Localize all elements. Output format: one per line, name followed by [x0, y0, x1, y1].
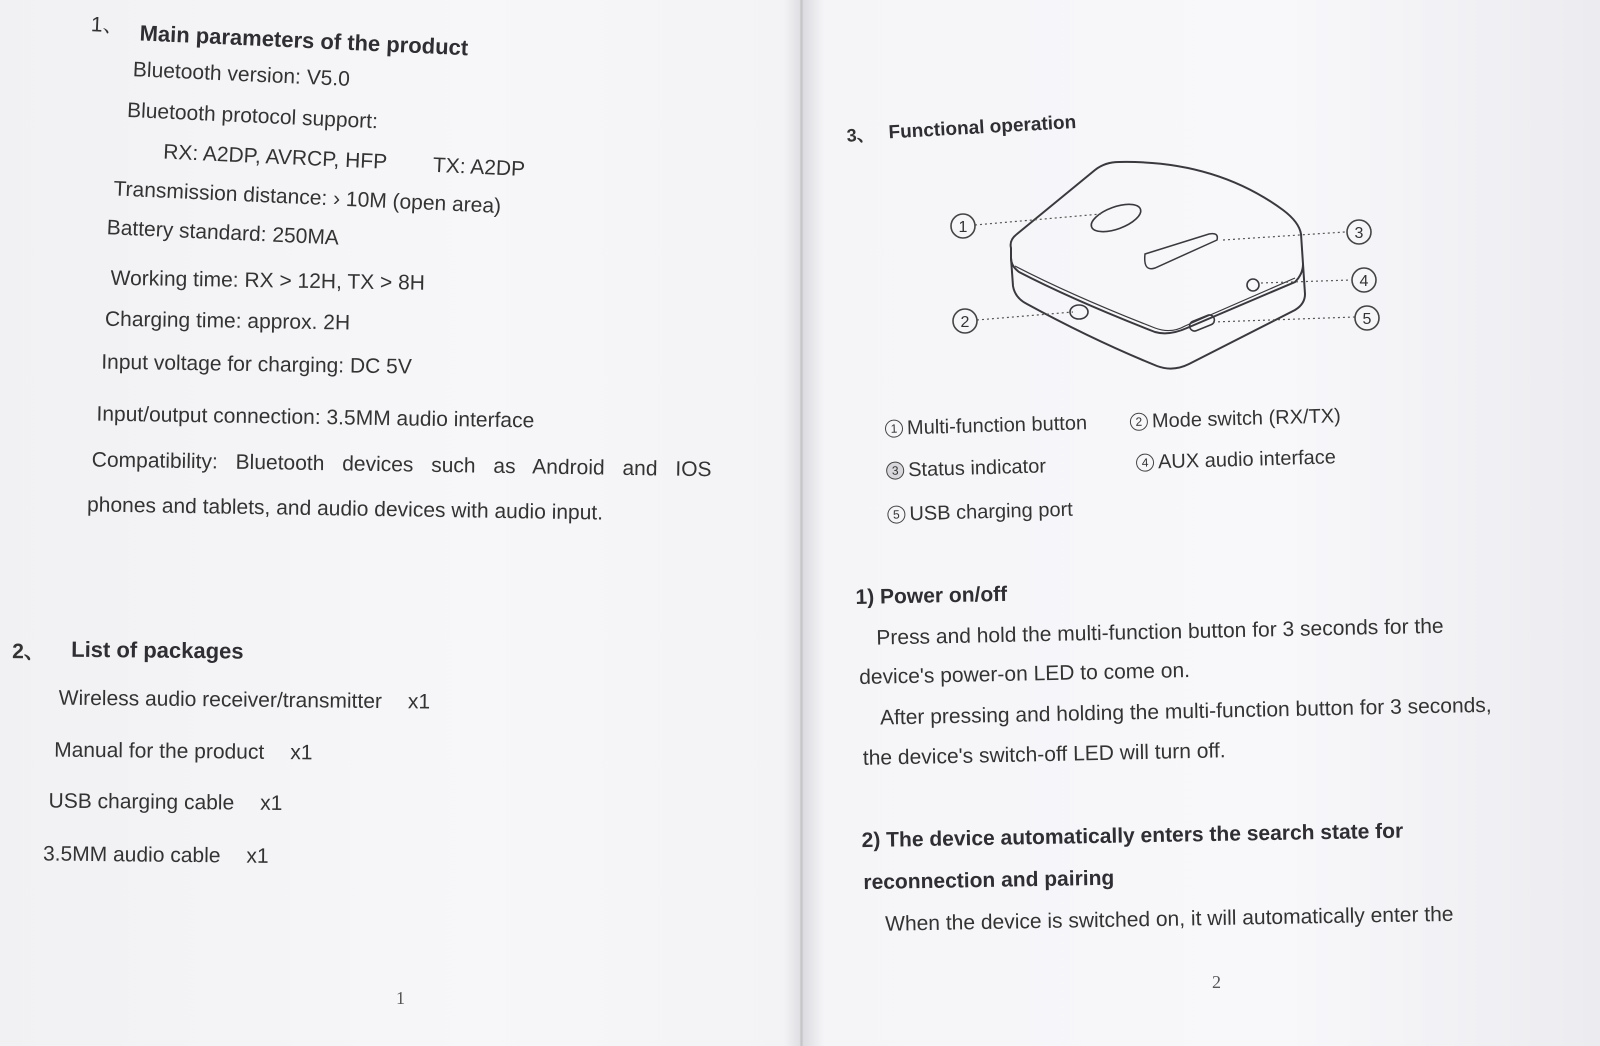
param-line: Bluetooth protocol support: [126, 98, 379, 134]
package-item-name: 3.5MM audio cable [42, 842, 221, 868]
callout-1-label: 1 [958, 219, 968, 236]
param-line: Compatibility: Bluetooth devices such as Android and IOS [91, 448, 712, 482]
page-number-left: 1 [396, 988, 405, 1008]
search-title-line1: 2) The device automatically enters the search state for [861, 819, 1404, 853]
param-line: Charging time: approx. 2H [104, 307, 351, 335]
param-line: TX: A2DP [432, 153, 526, 181]
search-section [803, 0, 1600, 1046]
right-page [803, 0, 1600, 1046]
legend-label-1: Multi-function button [906, 412, 1088, 440]
package-item-qty: x1 [246, 844, 269, 868]
callout-2-label: 2 [960, 314, 970, 331]
param-line: Bluetooth version: V5.0 [132, 58, 351, 91]
package-item-qty: x1 [260, 791, 283, 816]
section3-number: 3、 [846, 124, 876, 146]
package-item [43, 842, 269, 868]
body-line: device's power-on LED to come on. [858, 659, 1191, 689]
param-line: phones and tablets, and audio devices with audio input. [86, 493, 604, 525]
page-number-right: 2 [1212, 972, 1221, 992]
param-line: Input voltage for charging: DC 5V [101, 350, 412, 379]
callout-4-label: 4 [1359, 273, 1369, 290]
legend-number-4: 4 [1136, 453, 1154, 471]
package-item-qty: x1 [290, 741, 313, 765]
package-item [54, 739, 313, 766]
legend-number-5: 5 [887, 505, 905, 523]
body-line: the device's switch-off LED will turn off. [862, 739, 1226, 770]
callout-5-label: 5 [1362, 311, 1372, 328]
section1-number: 1、 [90, 13, 125, 38]
package-item [48, 790, 282, 816]
param-line: Battery standard: 250MA [106, 216, 340, 250]
package-item-qty: x1 [407, 690, 431, 714]
legend-number-2: 2 [1130, 413, 1148, 431]
section2-title: List of packages [71, 636, 244, 664]
callout-3-label: 3 [1354, 225, 1364, 242]
legend-label-4: AUX audio interface [1157, 446, 1337, 474]
param-line: Working time: RX > 12H, TX > 8H [110, 266, 426, 295]
param-line: Input/output connection: 3.5MM audio interface [96, 402, 535, 433]
body-line: After pressing and holding the multi-function button for 3 seconds, [879, 693, 1492, 730]
legend-number-3: 3 [886, 461, 904, 479]
section1-title: Main parameters of the product [139, 20, 469, 61]
search-title-line2: reconnection and pairing [863, 866, 1115, 895]
package-item-name: USB charging cable [48, 789, 235, 815]
package-item-name: Manual for the product [54, 738, 265, 764]
param-line: Transmission distance: › 10M (open area) [113, 177, 502, 218]
power-title: 1) Power on/off [855, 582, 1008, 610]
param-line: RX: A2DP, AVRCP, HFP [162, 140, 388, 174]
legend-label-3: Status indicator [907, 455, 1047, 482]
legend-label-2: Mode switch (RX/TX) [1151, 405, 1342, 433]
legend-number-1: 1 [885, 419, 903, 437]
body-line: Press and hold the multi-function button for 3 seconds for the [876, 614, 1444, 650]
legend-label-5: USB charging port [909, 498, 1074, 526]
package-item-name: Wireless audio receiver/transmitter [58, 686, 383, 714]
body-line: When the device is switched on, it will automatically enter the [884, 902, 1454, 936]
package-item [59, 687, 431, 715]
section3-title: Functional operation [887, 111, 1077, 144]
section2-number: 2、 [12, 640, 45, 664]
